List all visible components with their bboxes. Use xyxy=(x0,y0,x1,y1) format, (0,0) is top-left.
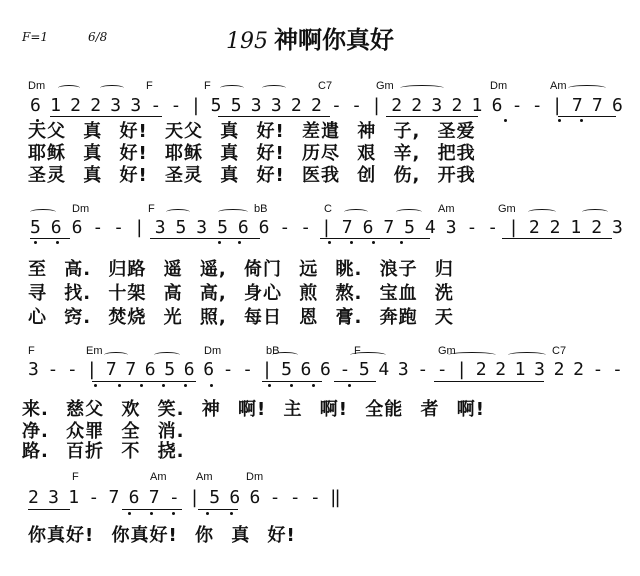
beam xyxy=(150,238,260,239)
page-title xyxy=(226,20,394,55)
time-signature: 6/8 xyxy=(88,30,108,44)
slur xyxy=(448,352,496,358)
note: 6 xyxy=(144,359,156,380)
note: 3 xyxy=(431,95,443,116)
chord: Dm xyxy=(204,345,222,357)
note: 7 xyxy=(108,487,120,508)
beam xyxy=(262,381,322,382)
beam xyxy=(434,381,544,382)
note: 2 xyxy=(573,359,584,380)
chord: Am xyxy=(438,203,455,215)
note: 1 xyxy=(514,359,526,380)
note: 7 xyxy=(125,359,137,380)
slur xyxy=(344,209,368,215)
note: 6 xyxy=(203,359,215,380)
hymn-number: 195 xyxy=(226,29,268,54)
note: - xyxy=(92,217,104,238)
note: 7 xyxy=(341,217,353,238)
note: 3 xyxy=(534,359,545,380)
low-octave-dot xyxy=(218,241,221,244)
beam xyxy=(218,116,330,117)
note: 2 xyxy=(591,217,603,238)
note: 7 xyxy=(105,359,117,380)
note: 6 xyxy=(320,359,331,380)
chord: C xyxy=(324,203,332,215)
note: - xyxy=(66,359,78,380)
lyric-verse-1: 天父 真 好! 天父 真 好! 差遣 神 子, 圣爱 xyxy=(28,121,476,142)
note: - xyxy=(222,359,234,380)
note: 7 xyxy=(383,217,395,238)
note: - xyxy=(331,95,342,116)
note: - xyxy=(242,359,253,380)
note: 6 xyxy=(237,217,249,238)
note: 5 xyxy=(210,95,222,116)
note: 5 xyxy=(209,487,221,508)
slur xyxy=(400,85,444,91)
slur xyxy=(104,352,128,358)
low-octave-dot xyxy=(150,512,153,515)
key-signature: F=1 xyxy=(22,30,49,44)
note: 1 xyxy=(68,487,80,508)
note: 6 xyxy=(71,217,83,238)
low-octave-dot xyxy=(504,119,507,122)
beam xyxy=(30,238,70,239)
note: 2 xyxy=(90,95,102,116)
note: 7 xyxy=(591,95,603,116)
low-octave-dot xyxy=(400,241,403,244)
chord: F xyxy=(354,345,361,357)
lyric-verse-1: 来. 慈父 欢 笑. 神 啊! 主 啊! 全能 者 啊! xyxy=(22,399,485,420)
note: - xyxy=(592,359,604,380)
note: 3 xyxy=(154,217,166,238)
low-octave-dot xyxy=(162,384,165,387)
note: - xyxy=(531,95,543,116)
low-octave-dot xyxy=(94,384,97,387)
note: 2 xyxy=(290,95,302,116)
note: 5 xyxy=(164,359,176,380)
low-octave-dot xyxy=(206,512,209,515)
slur xyxy=(396,209,422,215)
chord: Dm xyxy=(490,80,508,92)
note: - xyxy=(47,359,59,380)
chord: Gm xyxy=(438,345,456,357)
note: - xyxy=(511,95,523,116)
note: 5 xyxy=(30,217,41,238)
note: 3 xyxy=(28,359,39,380)
note: 3 xyxy=(270,95,282,116)
note: 2 xyxy=(553,359,565,380)
note: 6 xyxy=(362,217,374,238)
note: 3 xyxy=(130,95,142,116)
note: 6 xyxy=(258,217,270,238)
low-octave-dot xyxy=(140,384,143,387)
slur xyxy=(100,85,124,91)
lyric-verse-3: 心 窍. 焚烧 光 照, 每日 恩 膏. 奔跑 天 xyxy=(28,307,454,328)
barline: | xyxy=(86,359,98,380)
lyric-verse-2: 净. 众罪 全 消. xyxy=(22,421,185,442)
note: 6 xyxy=(128,487,140,508)
numbered-notes xyxy=(0,488,640,508)
numbered-notes xyxy=(0,218,640,238)
lyric-verse-3: 圣灵 真 好! 圣灵 真 好! 医我 创 伤, 开我 xyxy=(28,165,476,186)
beam xyxy=(320,238,430,239)
note: 2 xyxy=(528,217,540,238)
slur xyxy=(568,85,606,91)
note: - xyxy=(269,487,281,508)
note: - xyxy=(170,95,182,116)
low-octave-dot xyxy=(34,241,37,244)
note: - xyxy=(487,217,499,238)
note: 3 xyxy=(48,487,59,508)
slur xyxy=(218,209,248,215)
slur xyxy=(262,85,286,91)
barline: | xyxy=(508,217,519,238)
hymn-title: 神啊你真好 xyxy=(274,26,394,54)
chord: Am xyxy=(550,80,567,92)
note: 2 xyxy=(391,95,403,116)
low-octave-dot xyxy=(350,241,353,244)
note: 5 xyxy=(358,359,370,380)
note: 2 xyxy=(310,95,322,116)
low-octave-dot xyxy=(172,512,175,515)
note: 5 xyxy=(217,217,228,238)
beam xyxy=(122,509,182,510)
note: 6 xyxy=(50,217,62,238)
note: 5 xyxy=(230,95,242,116)
note: 5 xyxy=(281,359,292,380)
note: 7 xyxy=(148,487,160,508)
note: - xyxy=(466,217,478,238)
slur xyxy=(528,209,556,215)
low-octave-dot xyxy=(328,241,331,244)
note: - xyxy=(339,359,351,380)
slur xyxy=(166,209,190,215)
note: - xyxy=(289,487,301,508)
note: 2 xyxy=(549,217,561,238)
note: 1 xyxy=(50,95,61,116)
chord: bB xyxy=(254,203,268,215)
note: 2 xyxy=(28,487,39,508)
note: 3 xyxy=(110,95,122,116)
note: 2 xyxy=(475,359,487,380)
note: 4 xyxy=(424,217,436,238)
barline: | xyxy=(321,217,332,238)
note: - xyxy=(168,487,180,508)
slur xyxy=(508,352,546,358)
numbered-notes xyxy=(0,360,640,380)
barline: ‖ xyxy=(330,487,341,508)
note: 3 xyxy=(196,217,208,238)
chord: Dm xyxy=(72,203,90,215)
note: 6 xyxy=(229,487,241,508)
low-octave-dot xyxy=(290,384,293,387)
note: - xyxy=(436,359,448,380)
barline: | xyxy=(189,487,200,508)
beam xyxy=(558,116,616,117)
beam xyxy=(50,116,162,117)
note: 3 xyxy=(612,217,623,238)
barline: | xyxy=(133,217,145,238)
beam xyxy=(502,238,612,239)
low-octave-dot xyxy=(118,384,121,387)
barline: | xyxy=(371,95,383,116)
chord: F xyxy=(28,345,35,357)
chord: Am xyxy=(150,471,167,483)
beam xyxy=(28,509,70,510)
low-octave-dot xyxy=(348,384,351,387)
lyric-verse-2: 耶稣 真 好! 耶稣 真 好! 历尽 艰 辛, 把我 xyxy=(28,143,476,164)
note: 2 xyxy=(495,359,507,380)
numbered-notes xyxy=(0,96,640,116)
note: 6 xyxy=(249,487,261,508)
note: 4 xyxy=(378,359,390,380)
note: - xyxy=(113,217,124,238)
chord: C7 xyxy=(552,345,567,357)
chord: Am xyxy=(196,471,213,483)
note: - xyxy=(351,95,362,116)
lyric-verse-2: 寻 找. 十架 高 高, 身心 煎 熬. 宝血 洗 xyxy=(28,283,454,304)
note: 6 xyxy=(30,95,41,116)
note: 5 xyxy=(175,217,187,238)
note: 6 xyxy=(612,95,623,116)
low-octave-dot xyxy=(128,512,131,515)
note: - xyxy=(612,359,623,380)
low-octave-dot xyxy=(238,241,241,244)
beam xyxy=(334,381,376,382)
chord: F xyxy=(204,80,211,92)
low-octave-dot xyxy=(56,241,59,244)
note: - xyxy=(88,487,100,508)
beam xyxy=(386,116,478,117)
note: 6 xyxy=(183,359,195,380)
note: 5 xyxy=(404,217,415,238)
lyric-verse-1: 至 高. 归路 遥 遥, 倚门 远 眺. 浪子 归 xyxy=(28,259,454,280)
chord: Dm xyxy=(246,471,264,483)
chord: Em xyxy=(86,345,103,357)
barline: | xyxy=(261,359,273,380)
note: - xyxy=(150,95,162,116)
note: 6 xyxy=(300,359,312,380)
low-octave-dot xyxy=(184,384,187,387)
slur xyxy=(154,352,180,358)
lyric-ending: 你真好! 你真好! 你 真 好! xyxy=(28,525,296,546)
low-octave-dot xyxy=(230,512,233,515)
low-octave-dot xyxy=(558,119,561,122)
slur xyxy=(58,85,80,91)
chord: F xyxy=(72,471,79,483)
note: 1 xyxy=(570,217,582,238)
chord: F xyxy=(148,203,155,215)
slur xyxy=(582,209,608,215)
low-octave-dot xyxy=(312,384,315,387)
note: 6 xyxy=(491,95,503,116)
barline: | xyxy=(190,95,202,116)
slur xyxy=(272,352,298,358)
chord: bB xyxy=(266,345,280,357)
note: 2 xyxy=(411,95,423,116)
beam xyxy=(92,381,196,382)
barline: | xyxy=(456,359,468,380)
note: 7 xyxy=(571,95,583,116)
note: - xyxy=(279,217,291,238)
lyric-verse-3: 路. 百折 不 挠. xyxy=(22,441,185,462)
note: 1 xyxy=(471,95,483,116)
beam xyxy=(198,509,238,510)
low-octave-dot xyxy=(580,119,583,122)
note: - xyxy=(300,217,312,238)
note: - xyxy=(417,359,429,380)
note: 2 xyxy=(70,95,81,116)
low-octave-dot xyxy=(210,384,213,387)
chord: C7 xyxy=(318,80,333,92)
chord: F xyxy=(146,80,153,92)
slur xyxy=(220,85,244,91)
note: 3 xyxy=(250,95,262,116)
slur xyxy=(30,209,56,215)
barline: | xyxy=(551,95,563,116)
chord: Dm xyxy=(28,80,46,92)
slur xyxy=(350,352,386,358)
low-octave-dot xyxy=(268,384,271,387)
note: 3 xyxy=(445,217,457,238)
chord: Gm xyxy=(376,80,394,92)
note: 3 xyxy=(397,359,409,380)
note: 2 xyxy=(451,95,463,116)
chord: Gm xyxy=(498,203,516,215)
note: - xyxy=(309,487,321,508)
low-octave-dot xyxy=(372,241,375,244)
